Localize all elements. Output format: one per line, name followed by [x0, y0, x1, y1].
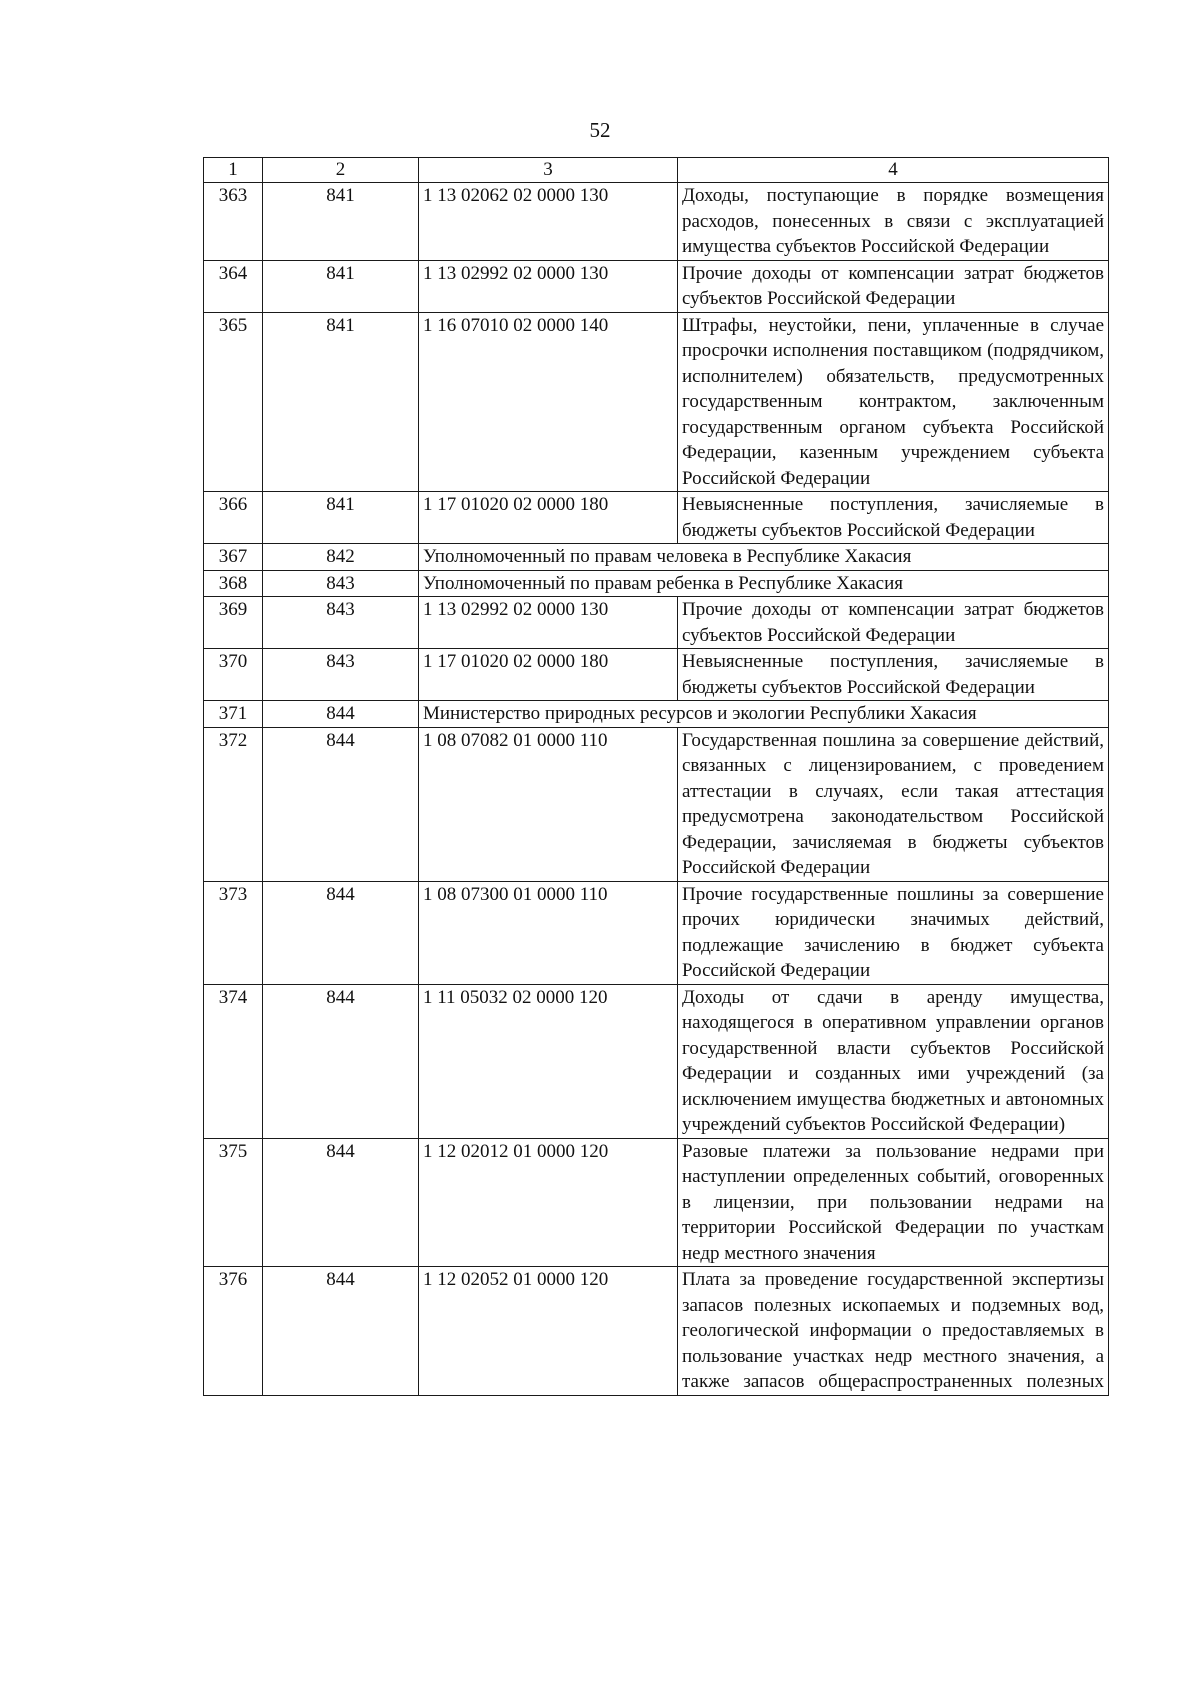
column-header: 2	[263, 158, 419, 183]
administrator-code: 841	[263, 183, 419, 261]
administrator-code: 844	[263, 984, 419, 1138]
revenue-description: Доходы, поступающие в порядке возмещения расходов, понесенных в связи с эксплуатацией имущества субъектов Российской Федерации	[678, 183, 1109, 261]
table-row	[204, 597, 1109, 649]
row-number: 365	[204, 312, 263, 492]
administrator-title: Министерство природных ресурсов и экологии Республики Хакасия	[419, 701, 1109, 728]
table-row	[204, 312, 1109, 492]
row-number: 374	[204, 984, 263, 1138]
budget-classification-code: 1 13 02062 02 0000 130	[419, 183, 678, 261]
revenue-description: Штрафы, неустойки, пени, уплаченные в случае просрочки исполнения поставщиком (подрядчиком, исполнителем) обязательств, предусмотренных государственным контрактом, заключенным государственным органом субъекта Российской Федерации, казенным учреждением субъекта Российской Федерации	[678, 312, 1109, 492]
row-number: 363	[204, 183, 263, 261]
table-row	[204, 881, 1109, 984]
budget-classification-code: 1 16 07010 02 0000 140	[419, 312, 678, 492]
table-row	[204, 727, 1109, 881]
budget-classification-code: 1 08 07300 01 0000 110	[419, 881, 678, 984]
column-header-row	[204, 158, 1109, 183]
revenue-description: Невыясненные поступления, зачисляемые в бюджеты субъектов Российской Федерации	[678, 649, 1109, 701]
table-row	[204, 1267, 1109, 1396]
row-number: 366	[204, 492, 263, 544]
revenue-description: Прочие доходы от компенсации затрат бюджетов субъектов Российской Федерации	[678, 260, 1109, 312]
row-number: 370	[204, 649, 263, 701]
budget-classification-code: 1 11 05032 02 0000 120	[419, 984, 678, 1138]
administrator-code: 843	[263, 597, 419, 649]
administrator-code: 844	[263, 1138, 419, 1267]
revenue-description: Прочие доходы от компенсации затрат бюджетов субъектов Российской Федерации	[678, 597, 1109, 649]
row-number: 376	[204, 1267, 263, 1396]
revenue-description: Невыясненные поступления, зачисляемые в бюджеты субъектов Российской Федерации	[678, 492, 1109, 544]
budget-classification-code: 1 12 02012 01 0000 120	[419, 1138, 678, 1267]
column-header: 1	[204, 158, 263, 183]
table-row	[204, 701, 1109, 728]
budget-classification-code: 1 17 01020 02 0000 180	[419, 492, 678, 544]
administrator-code: 844	[263, 1267, 419, 1396]
table-row	[204, 570, 1109, 597]
revenue-codes-table	[203, 157, 1109, 1396]
revenue-description: Плата за проведение государственной экспертизы запасов полезных ископаемых и подземных вод, геологической информации о предоставляемых в пользование участках недр местного значения, а также запасов общераспространенных полезных	[678, 1267, 1109, 1396]
row-number: 371	[204, 701, 263, 728]
revenue-description: Доходы от сдачи в аренду имущества, находящегося в оперативном управлении органов государственной власти субъектов Российской Федерации и созданных ими учреждений (за исключением имущества бюджетных и автономных учреждений субъектов Российской Федерации)	[678, 984, 1109, 1138]
row-number: 375	[204, 1138, 263, 1267]
revenue-description: Разовые платежи за пользование недрами при наступлении определенных событий, оговоренных в лицензии, при пользовании недрами на территории Российской Федерации по участкам недр местного значения	[678, 1138, 1109, 1267]
table-row	[204, 260, 1109, 312]
revenue-description: Государственная пошлина за совершение действий, связанных с лицензированием, с проведением аттестации в случаях, если такая аттестация предусмотрена законодательством Российской Федерации, зачисляемая в бюджеты субъектов Российской Федерации	[678, 727, 1109, 881]
table-row	[204, 544, 1109, 571]
row-number: 368	[204, 570, 263, 597]
budget-classification-code: 1 13 02992 02 0000 130	[419, 597, 678, 649]
administrator-code: 844	[263, 727, 419, 881]
row-number: 369	[204, 597, 263, 649]
table-row	[204, 183, 1109, 261]
administrator-code: 841	[263, 260, 419, 312]
administrator-code: 842	[263, 544, 419, 571]
administrator-code: 841	[263, 492, 419, 544]
budget-classification-code: 1 12 02052 01 0000 120	[419, 1267, 678, 1396]
administrator-code: 843	[263, 649, 419, 701]
row-number: 373	[204, 881, 263, 984]
table-row	[204, 492, 1109, 544]
budget-classification-code: 1 17 01020 02 0000 180	[419, 649, 678, 701]
administrator-title: Уполномоченный по правам человека в Республике Хакасия	[419, 544, 1109, 571]
administrator-code: 841	[263, 312, 419, 492]
revenue-description: Прочие государственные пошлины за совершение прочих юридически значимых действий, подлежащие зачислению в бюджет субъекта Российской Федерации	[678, 881, 1109, 984]
budget-classification-code: 1 13 02992 02 0000 130	[419, 260, 678, 312]
row-number: 372	[204, 727, 263, 881]
administrator-code: 844	[263, 701, 419, 728]
page-number: 52	[589, 118, 611, 142]
column-header: 3	[419, 158, 678, 183]
administrator-title: Уполномоченный по правам ребенка в Республике Хакасия	[419, 570, 1109, 597]
row-number: 364	[204, 260, 263, 312]
table-row	[204, 984, 1109, 1138]
administrator-code: 843	[263, 570, 419, 597]
row-number: 367	[204, 544, 263, 571]
budget-classification-code: 1 08 07082 01 0000 110	[419, 727, 678, 881]
table-row	[204, 649, 1109, 701]
column-header: 4	[678, 158, 1109, 183]
table-row	[204, 1138, 1109, 1267]
administrator-code: 844	[263, 881, 419, 984]
